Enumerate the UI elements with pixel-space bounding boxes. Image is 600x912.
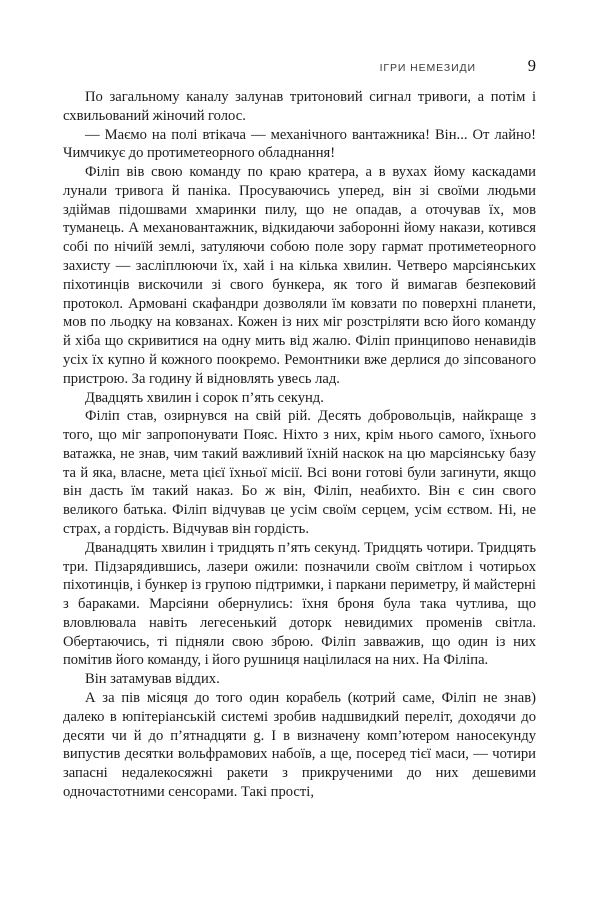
paragraph: По загальному каналу залунав тритоновий сигнал тривоги, а потім і схвильований жіночий голос. bbox=[63, 89, 536, 124]
paragraph: — Маємо на полі втікача — механічного вантажника! Він... От лайно! Чимчикує до протиметеорного обладнання! bbox=[63, 126, 536, 162]
running-head-title: ІГРИ НЕМЕЗИДИ bbox=[379, 62, 476, 74]
paragraph: Філіп став, озирнувся на свій рій. Десять добровольців, найкраще з того, що міг запропонувати Пояс. Ніхто з них, крім нього самого, їхнього ватажка, не знав, чим такий важливий їхній наскок на цю марсіянську базу та й яка, власне, мета цієї їхньої місії. Всі вони готові були загинути, якщо він дасть їм такий наказ. Бо ж він, Філіп, неабихто. Він є син свого великого батька. Філіп відчував це усім своїм серцем, усім єством. Ні, не страх, а гордість. Відчував він гордість. bbox=[63, 408, 536, 537]
paragraph: Філіп вів свою команду по краю кратера, а в вухах йому каскадами лунали тривога й паніка. Просуваючись уперед, він зі своїми людьми здіймав підошвами хмаринки пилу, що не опадав, а оточував їх, мов туманець. А механовантажник, відкидаючи заборонні йому накази, котився собі по нічиїй землі, затуляючи собою поле зору гармат протиметеорного захисту — засліплюючи їх, хай і на кілька хвилин. Четверо марсіянських піхотинців вискочили зі свого бункера, як того й вимагав безпековий протокол. Армовані скафандри дозволяли їм ковзати по поверхні планети, мов по льодку на ковзанах. Кожен із них міг розстріляти всю його команду й хіба що скривитися на одну мить від жалю. Філіп принципово ненавидів усіх їх купно й кожного поокремо. Ремонтники вже дерлися до зіпсованого пристрою. За годину й відновлять увесь лад. bbox=[63, 164, 536, 387]
paragraph: А за пів місяця до того один корабель (котрий саме, Філіп не знав) далеко в юпітеріанській системі зробив надшвидкий переліт, доходячи до десяти чи й до п’ятнадцяти g. І в визначену комп’ютером наносекунду випустив десятки вольфрамових набоїв, а ще, посеред тієї маси, — чотири запасні недалекосяжні ракети з прикрученими до них дешевими одночастотними сенсорами. Такі прості, bbox=[63, 690, 536, 800]
page-number: 9 bbox=[527, 56, 536, 75]
paragraph: Він затамував віддих. bbox=[85, 671, 220, 688]
paragraph: Двадцять хвилин і сорок п’ять секунд. bbox=[85, 389, 324, 406]
paragraph: Дванадцять хвилин і тридцять п’ять секунд. Тридцять чотири. Тридцять три. Підзарядившись, лазери ожили: позначили своїм світлом і чотирьох піхотинців, і бункер із групою підтримки, і паркани периметру, й майстерні з бараками. Марсіяни обернулись: їхня броня була така чутлива, що вловлювала навіть легесенький доторк невидимих променів світла. Обертаючись, ті підняли свою зброю. Філіп завважив, що один із них помітив його команду, і його рушниця націлилася на них. На Філіпа. bbox=[63, 539, 536, 669]
running-head bbox=[63, 56, 536, 76]
body-text-block bbox=[63, 88, 536, 802]
